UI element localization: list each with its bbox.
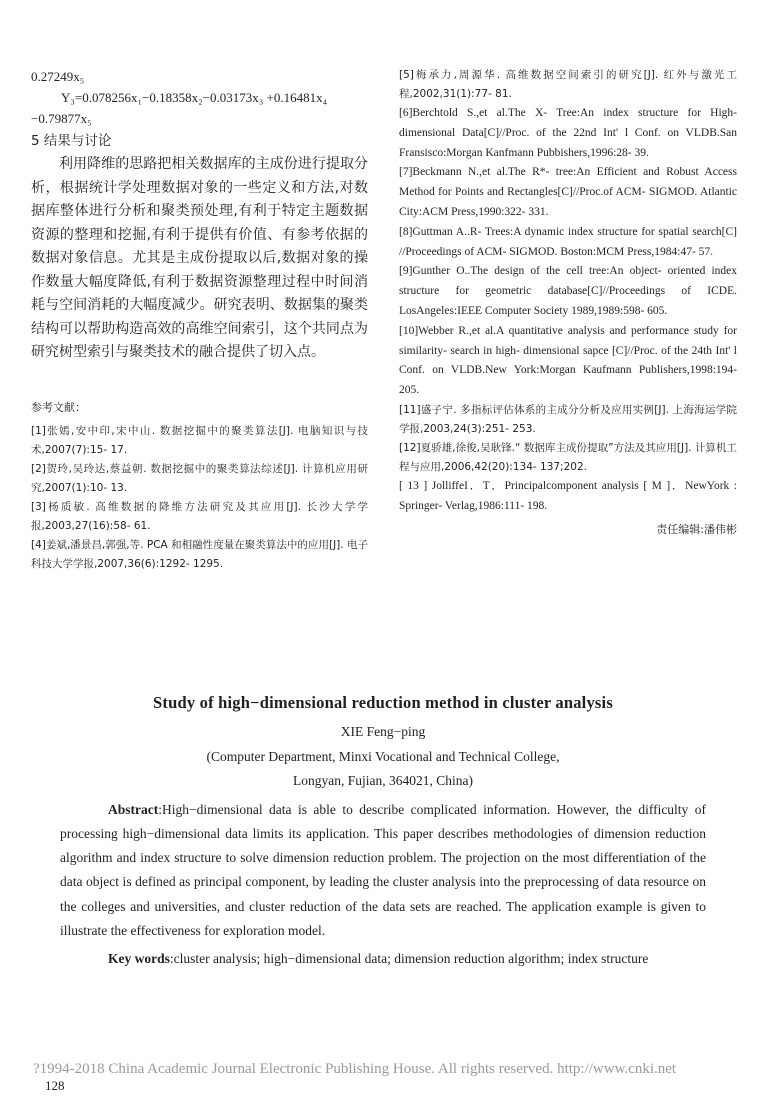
left-column — [31, 66, 368, 574]
reference-item: [4]姜斌,潘景昌,郭强,等. PCA 和相融性度量在聚类算法中的应用[J]. 电子科技大学学报,2007,36(6):1292- 1295. — [31, 538, 368, 570]
affiliation-line: Longyan, Fujian, 364021, China) — [293, 773, 473, 788]
reference-item: [9]Gunther O..The design of the cell tree:An object- oriented index structure for geometric database[C]//Proceedings of ICDE. LosAngeles:IEEE Computer Society 1989,1989:598- 605. — [399, 265, 737, 317]
equation-line: Y₃=0.078256x₁−0.18358x₂−0.03173x₃ +0.16481x₄ — [61, 90, 328, 105]
reference-item: [2]贺玲,吴玲达,蔡益朝. 数据挖掘中的聚类算法综述[J]. 计算机应用研究,2007(1):10- 13. — [31, 462, 368, 494]
reference-item: [7]Beckmann N.,et al.The R*- tree:An Efficient and Robust Access Method for Points and Rectangles[C]//Proc.of ACM- SIGMOD. Atlantic City:ACM Press,1990:322- 331. — [399, 166, 737, 218]
abstract-label: Abstract — [108, 801, 159, 817]
abstract-paragraph — [60, 798, 706, 944]
keywords-label: Key words — [108, 951, 170, 967]
english-abstract-block — [60, 692, 706, 972]
english-title: Study of high−dimensional reduction method in cluster analysis — [153, 693, 613, 712]
responsible-editor: 责任编辑:潘伟彬 — [656, 522, 737, 536]
keywords-text: :cluster analysis; high−dimensional data; dimension reduction algorithm; index structure — [169, 951, 649, 967]
reference-item: [6]Berchtold S.,et al.The X- Tree:An index structure for High- dimensional Data[C]//Proc. of the 22nd Int' l Conf. on VLDB.San Fransisco:Morgan Kanfmann Pubbishers,1996:28- 39. — [399, 107, 737, 159]
body-paragraph: 利用降维的思路把相关数据库的主成份进行提取分析，根据统计学处理数据对象的一些定义和方法,对数据库整体进行分析和聚类预处理,有利于特定主题数据资源的整理和挖掘,有利于提供有价值、有参考依据的数据对象信息。尤其是主成份提取以后,数据对象的操作数量大幅度降低,有利于数据资源整理过程中时间消耗与空间消耗的大幅度减少。研究表明、数据集的聚类结构可以帮助构造高效的高维空间索引，这个共同点为研究树型索引与聚类技术的融合提供了切入点。 — [31, 156, 368, 360]
keywords-paragraph — [60, 947, 706, 971]
equation-line: 0.27249x₅ — [31, 69, 85, 84]
reference-item: [11]盛子宁. 多指标评估体系的主成分分析及应用实例[J]. 上海海运学院学报,2003,24(3):251- 253. — [399, 403, 737, 435]
abstract-text: :High−dimensional data is able to describe complicated information. However, the difficulty of processing high−dimensional data limits its application. This paper describes methodologies of dimension reduction algorithm and index structure to solve dimension reduction problem. The projection on the most differentiation of the data object is defined as principal component, by leading the cluster analysis into the preprocessing of data resource on the colleges and universities, and cluster reduction of the data sets are reached. The application example is given to illustrate the effectiveness for exploration model. — [60, 801, 706, 938]
reference-item: [12]夏骄雄,徐俊,吴耿锋.“ 数据库主成份提取”方法及其应用[J]. 计算机工程与应用,2006,42(20):134- 137;202. — [399, 441, 737, 473]
page-number: 128 — [45, 1078, 65, 1093]
affiliation-line: (Computer Department, Minxi Vocational and Technical College, — [206, 748, 560, 764]
references-title: 参考文献： — [31, 400, 86, 414]
author-name: XIE Feng−ping — [340, 724, 426, 739]
copyright-footer: ?1994-2018 China Academic Journal Electronic Publishing House. All rights reserved. http://www.cnki.net — [33, 1061, 677, 1077]
section-heading: 5 结果与讨论 — [31, 133, 112, 149]
reference-item: [8]Guttman A..R- Trees:A dynamic index structure for spatial search[C] //Proceedings of ACM- SIGMOD. Boston:MCM Press,1984:47- 57. — [399, 225, 737, 258]
reference-item: [10]Webber R.,et al.A quantitative analysis and performance study for similarity- search in high- dimensional sapce [C]//Proc. of the 24th Int' l Conf. on VLDB.New York:Morgan Kaufmann Publishers,1998:194- 205. — [399, 324, 737, 397]
reference-item: [5]梅承力,周源华. 高维数据空间索引的研究[J]. 红外与激光工程,2002,31(1):77- 81. — [399, 69, 737, 100]
right-column — [399, 66, 737, 539]
reference-item: [ 13 ] JolliffeI．T．Principalcomponent analysis [ M ]．NewYork : Springer- Verlag,1986:111- 198. — [399, 479, 737, 512]
reference-item: [3]杨质敏. 高维数据的降维方法研究及其应用[J]. 长沙大学学报,2003,27(16):58- 61. — [31, 500, 368, 532]
equation-line: −0.79877x₅ — [31, 111, 92, 126]
reference-item: [1]张嫣,安中印,宋中山. 数据挖掘中的聚类算法[J]. 电脑知识与技术,2007(7):15- 17. — [31, 424, 368, 456]
